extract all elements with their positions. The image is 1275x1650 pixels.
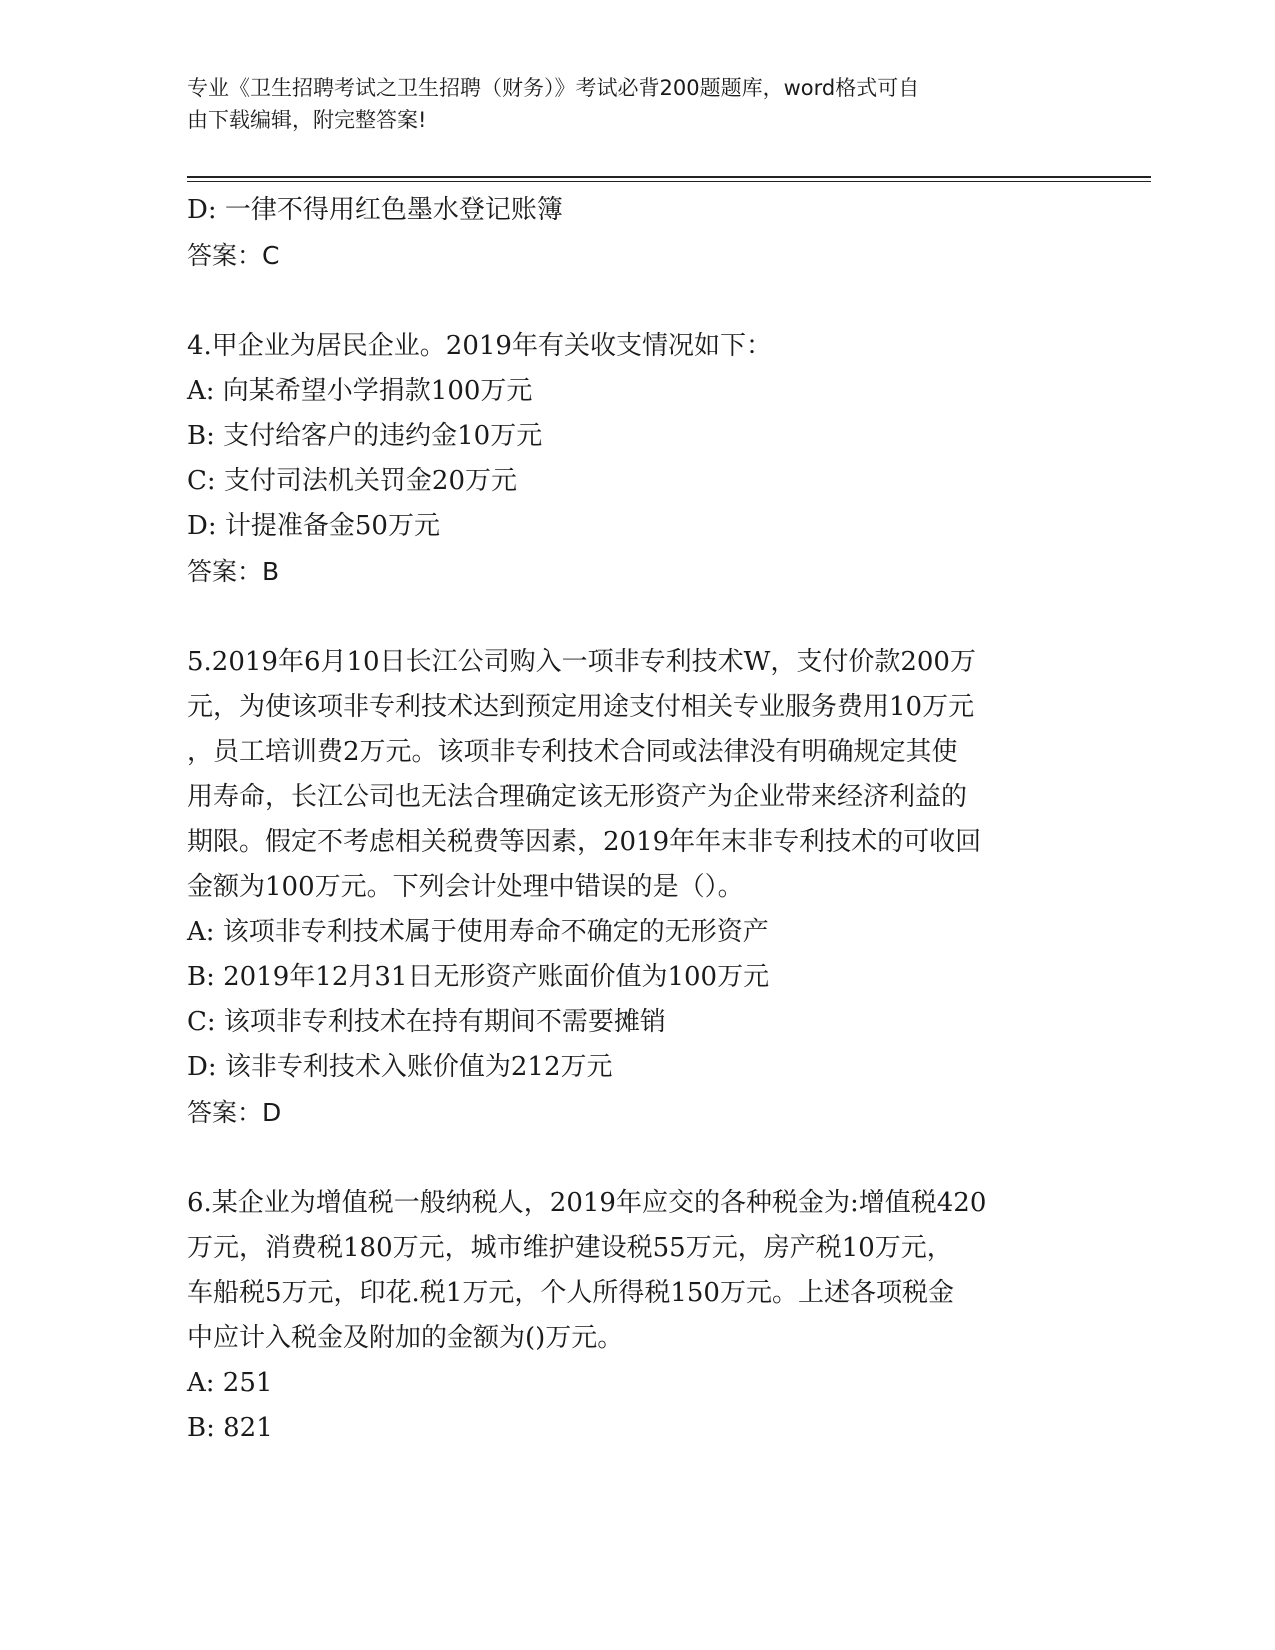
q4-stem: 4.甲企业为居民企业。2019年有关收支情况如下： xyxy=(187,331,772,361)
spacer xyxy=(187,594,1087,640)
q6-stem-line-2: 万元，消费税180万元，城市维护建设税55万元，房产税10万元， xyxy=(187,1233,953,1263)
q4-option-c: C: 支付司法机关罚金20万元 xyxy=(187,466,518,496)
q6-stem-line-4: 中应计入税金及附加的金额为()万元。 xyxy=(187,1323,624,1353)
q5-stem-line-3: ，员工培训费2万元。该项非专利技术合同或法律没有明确规定其使 xyxy=(187,737,958,767)
q5-option-b: B: 2019年12月31日无形资产账面价值为100万元 xyxy=(187,962,770,992)
document-header xyxy=(187,72,1067,136)
q5-stem-line-2: 元，为使该项非专利技术达到预定用途支付相关专业服务费用10万元 xyxy=(187,692,975,722)
q4-option-d: D: 计提准备金50万元 xyxy=(187,511,440,541)
header-divider-thick xyxy=(187,176,1151,178)
q4-answer: 答案：B xyxy=(187,557,280,586)
q6-option-b: B: 821 xyxy=(187,1413,273,1443)
q4-option-b: B: 支付给客户的违约金10万元 xyxy=(187,421,543,451)
q6-stem-line-1: 6.某企业为增值税一般纳税人，2019年应交的各种税金为:增值税420 xyxy=(187,1188,987,1218)
spacer xyxy=(187,278,1087,324)
q5-option-a: A: 该项非专利技术属于使用寿命不确定的无形资产 xyxy=(187,917,769,947)
q5-stem-line-4: 用寿命，长江公司也无法合理确定该无形资产为企业带来经济利益的 xyxy=(187,782,968,812)
header-title-line-2: 由下载编辑，附完整答案! xyxy=(187,108,427,132)
q3-option-d: D: 一律不得用红色墨水登记账簿 xyxy=(187,195,563,225)
header-divider-thin xyxy=(187,181,1151,182)
q6-stem-line-3: 车船税5万元，印花.税1万元，个人所得税150万元。上述各项税金 xyxy=(187,1278,954,1308)
q5-stem-line-6: 金额为100万元。下列会计处理中错误的是（）。 xyxy=(187,872,744,902)
q6-option-a: A: 251 xyxy=(187,1368,273,1398)
q5-answer: 答案：D xyxy=(187,1098,282,1127)
spacer xyxy=(187,1135,1087,1181)
q4-option-a: A: 向某希望小学捐款100万元 xyxy=(187,376,533,406)
q5-option-d: D: 该非专利技术入账价值为212万元 xyxy=(187,1052,613,1082)
q5-stem-line-1: 5.2019年6月10日长江公司购入一项非专利技术W，支付价款200万 xyxy=(187,647,976,677)
header-title-line-1: 专业《卫生招聘考试之卫生招聘（财务）》考试必背200题题库，word格式可自 xyxy=(187,76,920,100)
q5-option-c: C: 该项非专利技术在持有期间不需要摊销 xyxy=(187,1007,666,1037)
q3-answer: 答案：C xyxy=(187,241,280,270)
document-body xyxy=(187,188,1087,1451)
q5-stem-line-5: 期限。假定不考虑相关税费等因素，2019年年末非专利技术的可收回 xyxy=(187,827,982,857)
